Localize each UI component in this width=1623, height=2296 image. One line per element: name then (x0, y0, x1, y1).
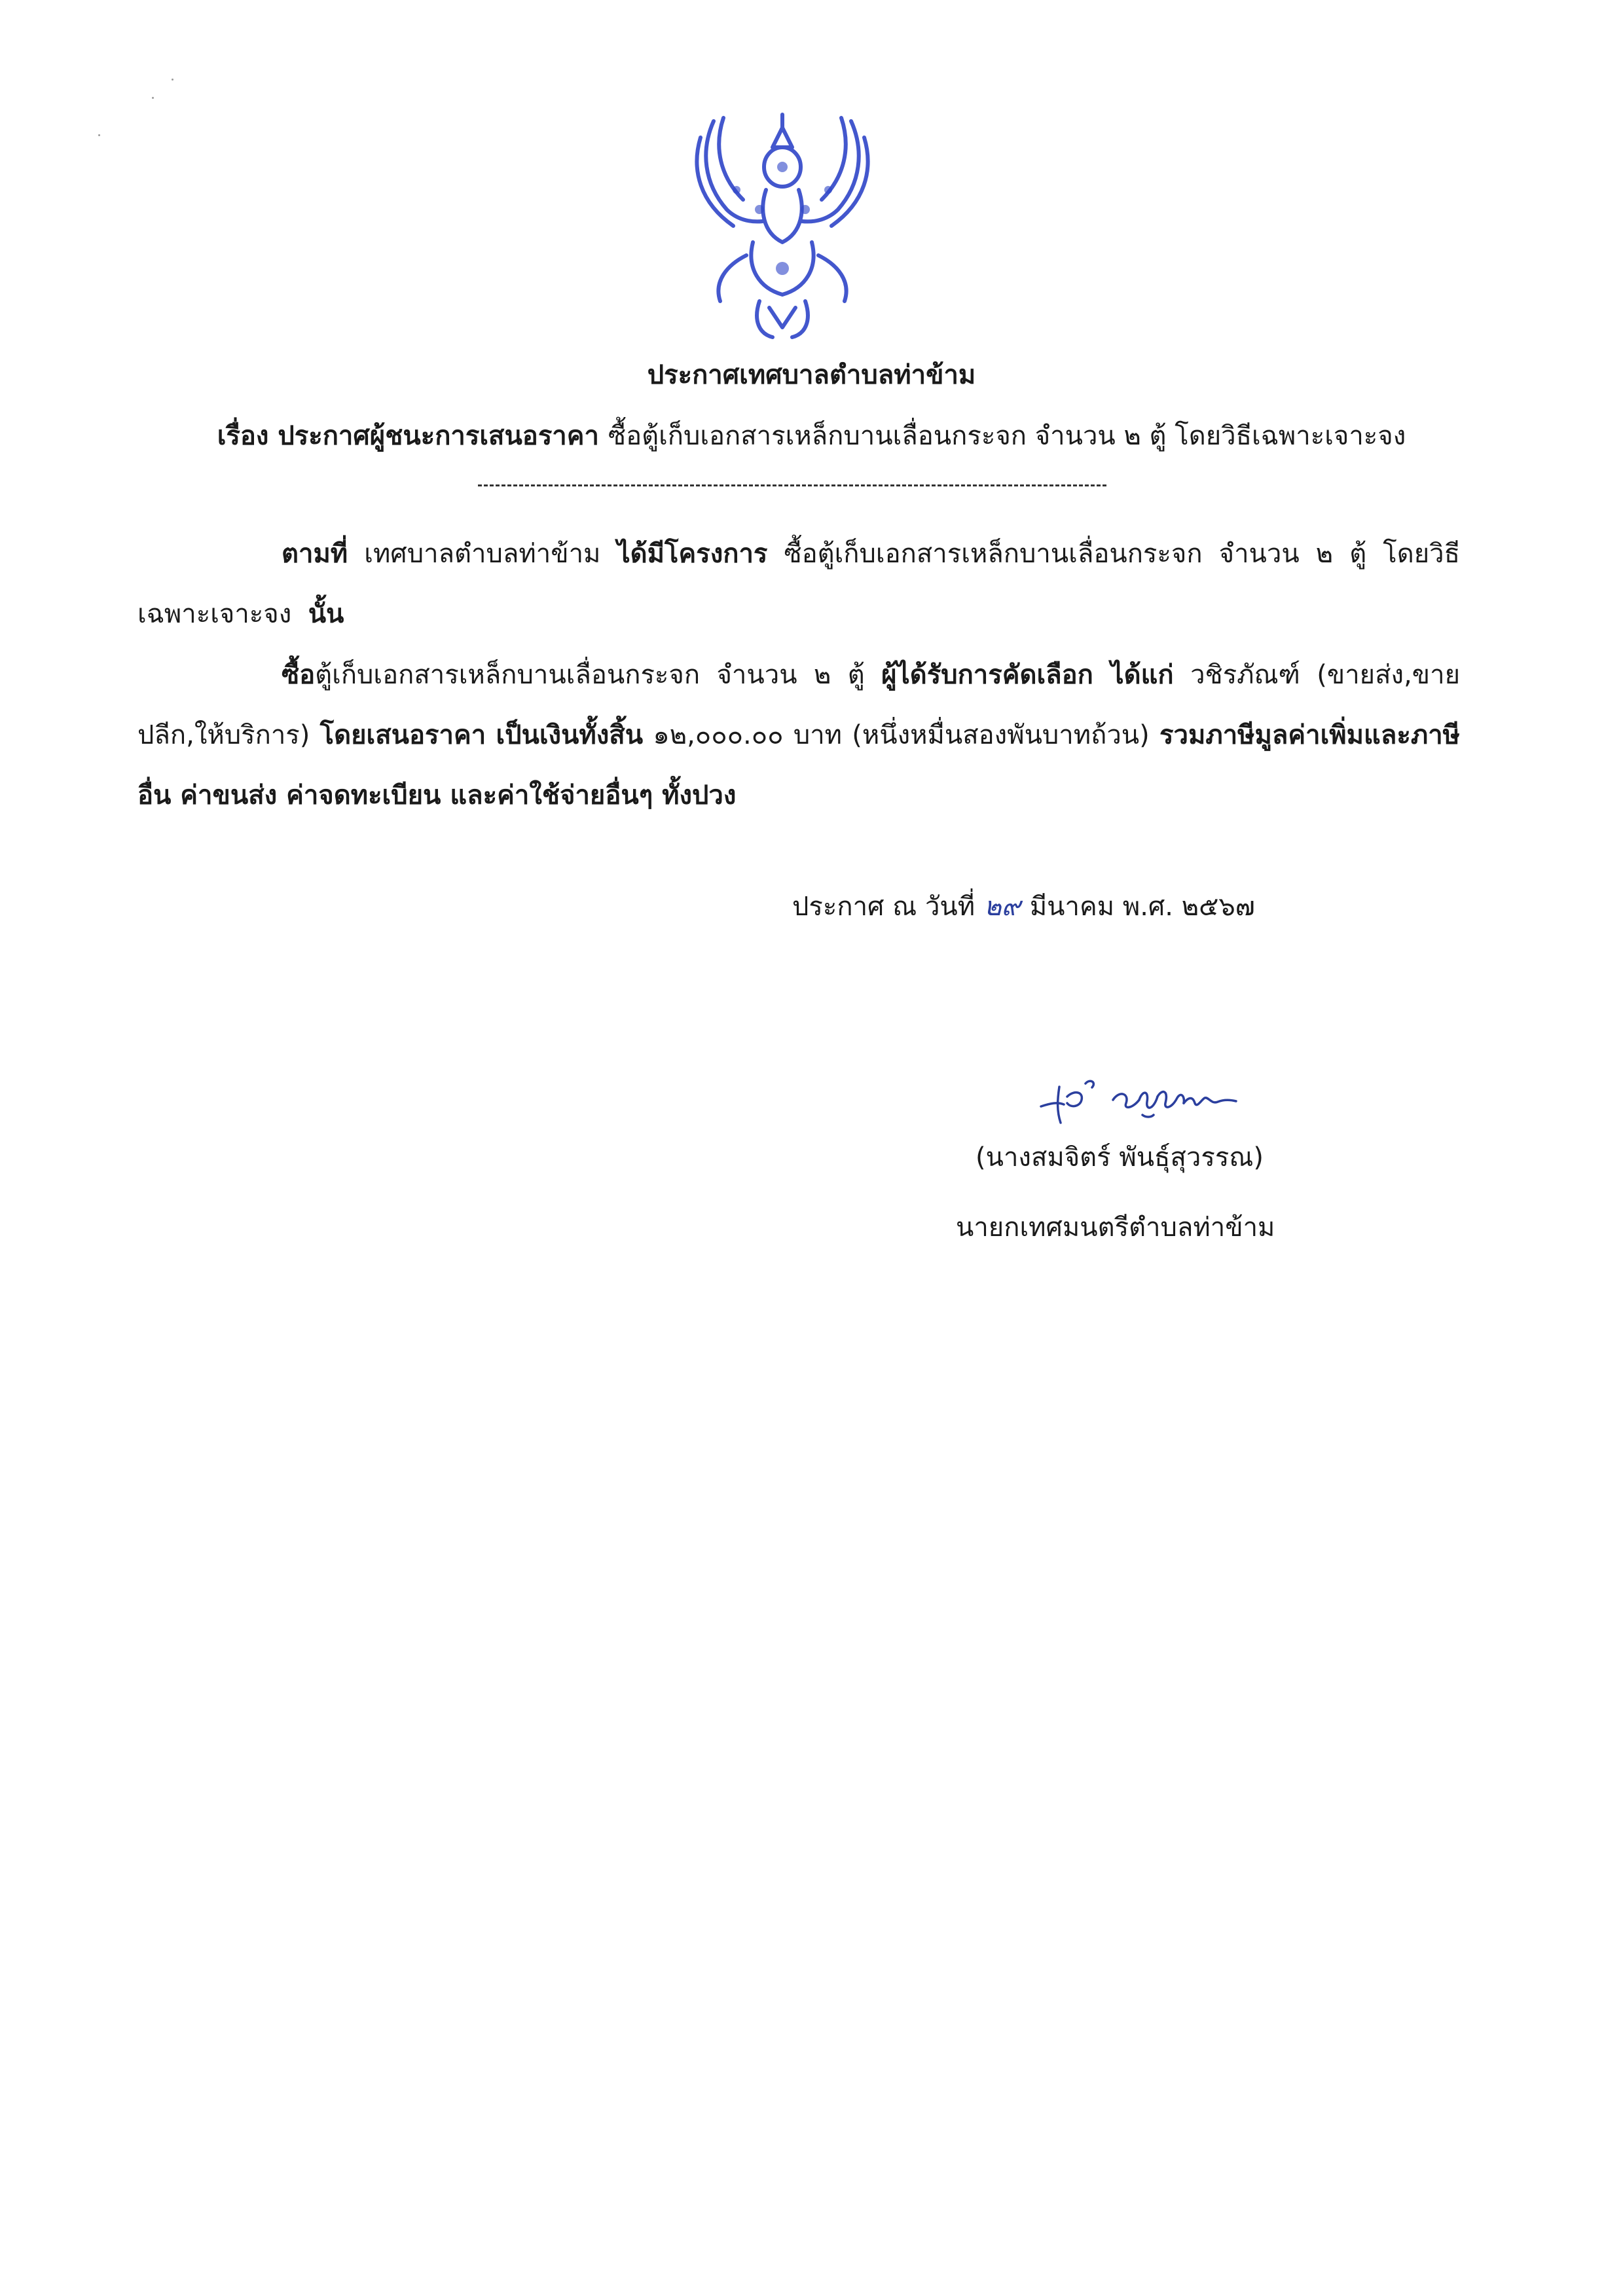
p2-includes: รวมภาษีมูลค่าเพิ่มและภาษีอื่น ค่าขนส่ง ค่าจดทะเบียน และค่าใช้จ่ายอื่นๆ ทั้งปวง (137, 720, 1461, 811)
dashed-divider (478, 484, 1106, 486)
paragraph-result (137, 645, 1460, 826)
scan-speck (152, 97, 154, 99)
p2-item: ตู้เก็บเอกสารเหล็กบานเลื่อนกระจก จำนวน ๒ ตู้ (315, 660, 865, 690)
announcement-date (792, 885, 1255, 927)
p2-selected: ผู้ได้รับการคัดเลือก ได้แก่ (881, 660, 1174, 690)
p2-lead: ซื้อ (282, 660, 316, 690)
p1-has-project: ได้มีโครงการ (617, 539, 768, 569)
paragraph-intro (137, 524, 1460, 644)
subject-text: ซื้อตู้เก็บเอกสารเหล็กบานเลื่อนกระจก จำนวน ๒ ตู้ โดยวิธีเฉพาะเจาะจง (608, 421, 1406, 451)
date-prefix: ประกาศ ณ วันที่ (792, 892, 976, 922)
date-month-year: มีนาคม พ.ศ. ๒๕๖๗ (1029, 892, 1255, 922)
p1-org: เทศบาลตำบลท่าข้าม (364, 539, 601, 569)
handwritten-signature (1028, 1070, 1244, 1129)
p2-amount: ๑๒,๐๐๐.๐๐ บาท (หนึ่งหมื่นสองพันบาทถ้วน) (653, 720, 1150, 750)
scan-speck (98, 134, 100, 136)
p2-total-label: เป็นเงินทั้งสิ้น (496, 720, 644, 750)
p1-tail: นั้น (308, 599, 344, 629)
p2-vendor: วชิรภัณฑ์ (ขายส่ง,ขายปลีก,ให้บริการ) (137, 660, 1461, 750)
announcement-title: ประกาศเทศบาลตำบลท่าข้าม (647, 360, 976, 390)
p2-offer: โดยเสนอราคา (319, 720, 486, 750)
scan-speck (172, 79, 173, 81)
p1-lead: ตามที่ (282, 539, 348, 569)
subject-label: เรื่อง ประกาศผู้ชนะการเสนอราคา (217, 421, 599, 451)
announcement-subject (0, 414, 1623, 456)
date-day-handwritten: ๒๙ (984, 892, 1021, 922)
p1-project: ซื้อตู้เก็บเอกสารเหล็กบานเลื่อนกระจก จำนวน ๒ ตู้ โดยวิธีเฉพาะเจาะจง (137, 539, 1461, 629)
garuda-emblem-icon (674, 111, 890, 347)
signatory-position: นายกเทศมนตรีตำบลท่าข้าม (956, 1212, 1275, 1243)
signatory-name: (นางสมจิตร์ พันธุ์สุวรรณ) (976, 1142, 1264, 1173)
